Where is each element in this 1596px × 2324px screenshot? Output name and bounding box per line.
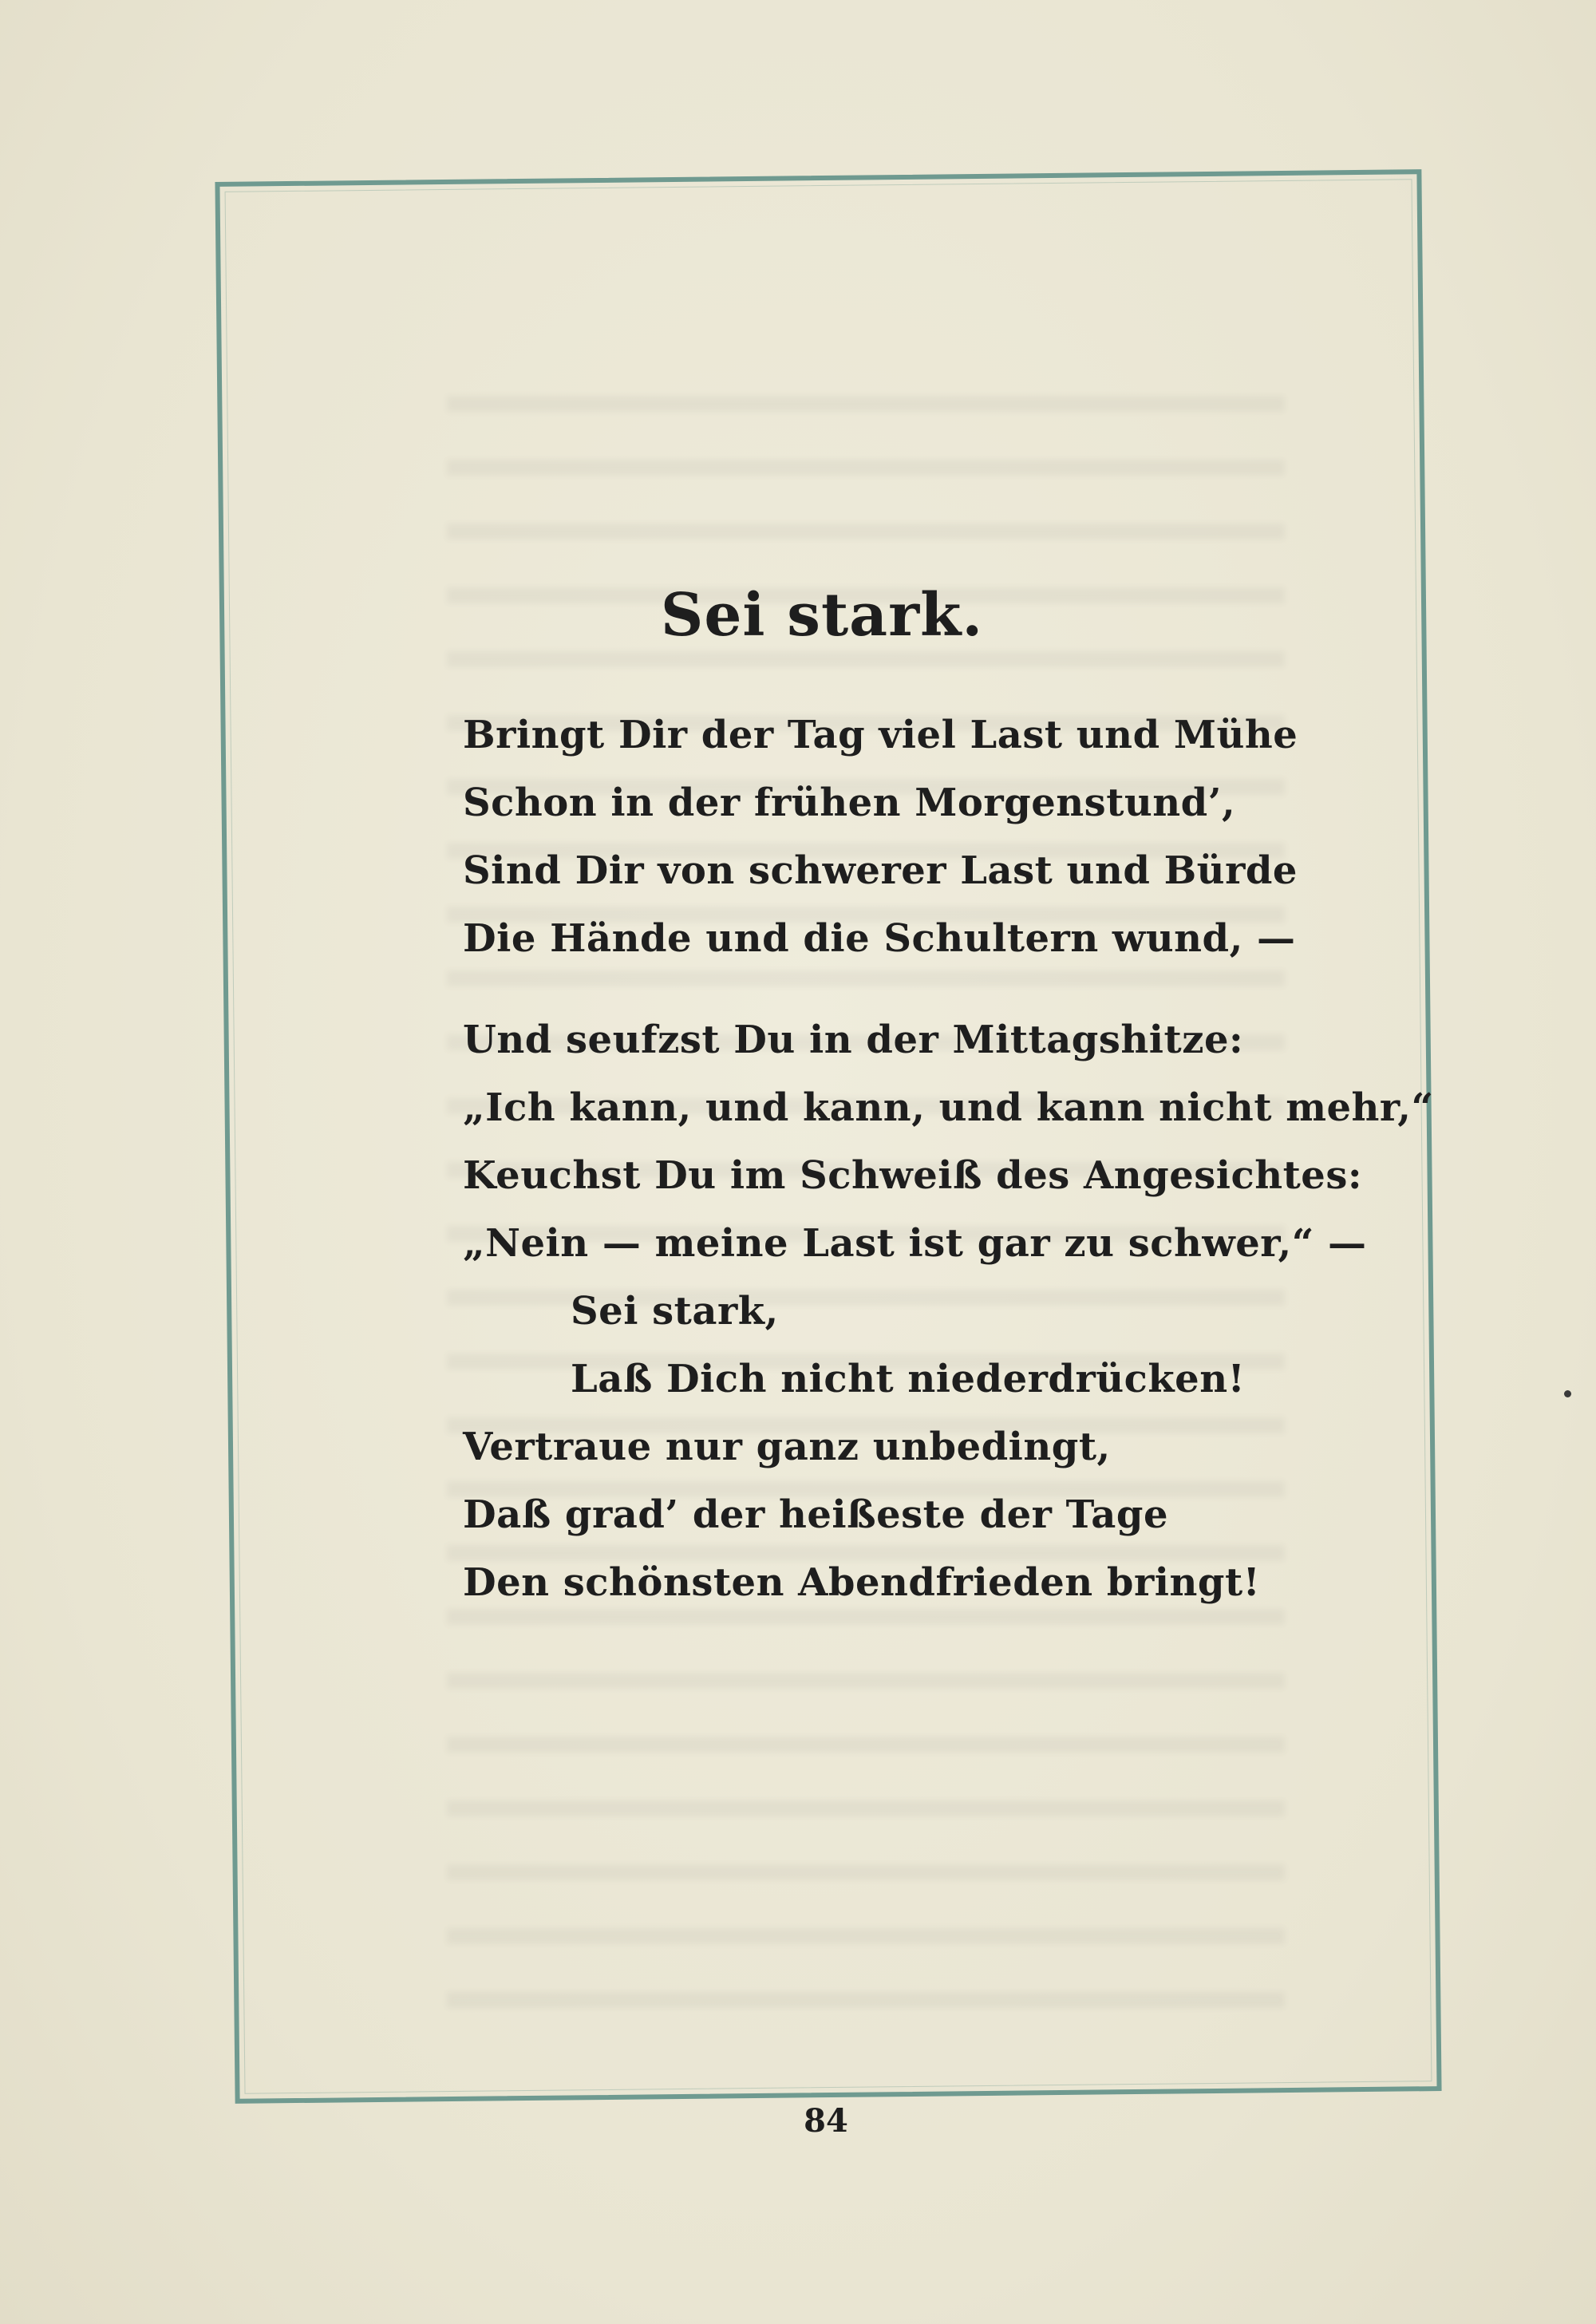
poem-line-5: Und seufzst Du in der Mittagshitze: bbox=[463, 1018, 1244, 1062]
poem-line-4: Die Hände und die Schultern wund, — bbox=[463, 916, 1296, 961]
poem-line-10: Laß Dich nicht niederdrücken! bbox=[571, 1357, 1246, 1401]
ink-speck bbox=[1564, 1390, 1571, 1397]
poem-line-9: Sei stark, bbox=[571, 1289, 779, 1334]
poem-title: Sei stark. bbox=[660, 581, 984, 650]
page-number: 84 bbox=[804, 2102, 848, 2140]
poem-line-2: Schon in der frühen Morgenstund’, bbox=[463, 781, 1236, 825]
poem-line-1: Bringt Dir der Tag viel Last und Mühe bbox=[463, 713, 1298, 757]
poem-line-7: Keuchst Du im Schweiß des Angesichtes: bbox=[463, 1153, 1363, 1198]
poem-line-3: Sind Dir von schwerer Last und Bürde bbox=[463, 848, 1298, 893]
poem-line-6: „Ich kann, und kann, und kann nicht mehr,“ bbox=[463, 1085, 1434, 1130]
poem-line-13: Den schönsten Abendfrieden bringt! bbox=[463, 1560, 1261, 1605]
poem-line-11: Vertraue nur ganz unbedingt, bbox=[463, 1425, 1111, 1469]
poem-line-8: „Nein — meine Last ist gar zu schwer,“ — bbox=[463, 1221, 1367, 1266]
poem-line-12: Daß grad’ der heißeste der Tage bbox=[463, 1492, 1168, 1537]
